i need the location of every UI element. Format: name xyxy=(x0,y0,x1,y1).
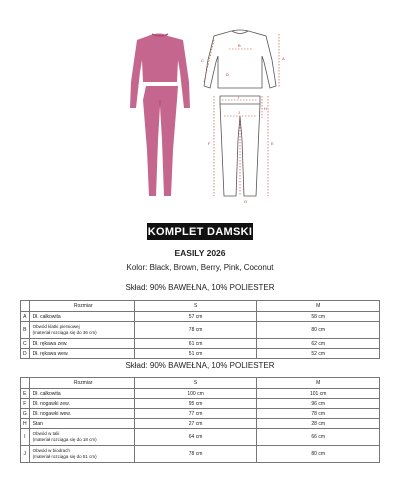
table-header-row xyxy=(21,378,380,389)
row-name-line1: Obwód w talii xyxy=(32,431,60,436)
row-s: 78 cm xyxy=(134,446,257,463)
header-empty xyxy=(21,378,30,389)
row-s: 57 cm xyxy=(134,312,257,322)
size-table-bottom xyxy=(20,377,380,463)
row-m: 66 cm xyxy=(257,429,380,446)
row-name-line2: (materiał rozciąga się do 36 cm) xyxy=(32,330,97,335)
composition-top: Skład: 90% BAWEŁNA, 10% POLIESTER xyxy=(125,283,275,292)
leggings-photo xyxy=(143,86,178,196)
label-i: I xyxy=(238,95,240,100)
row-letter: C xyxy=(21,339,30,349)
table-row xyxy=(21,399,380,409)
row-m: 101 cm xyxy=(257,389,380,399)
row-name: Dł. całkowita xyxy=(29,389,134,399)
label-a: A xyxy=(282,56,285,61)
row-letter: I xyxy=(21,429,30,446)
row-name xyxy=(29,429,134,446)
header-m: M xyxy=(257,301,380,312)
row-m: 52 cm xyxy=(257,349,380,359)
label-c: C xyxy=(201,58,204,63)
row-name: Dł. rękawa zew. xyxy=(29,339,134,349)
row-letter: E xyxy=(21,389,30,399)
header-size: Rozmiar xyxy=(29,378,134,389)
row-letter: F xyxy=(21,399,30,409)
row-name-line1: Obwód klatki piersiowej xyxy=(32,324,80,329)
row-name: Dł. całkowita xyxy=(29,312,134,322)
header-s: S xyxy=(134,378,257,389)
row-letter: D xyxy=(21,349,30,359)
row-name: Dł. rękawa wew. xyxy=(29,349,134,359)
table-row xyxy=(21,429,380,446)
page-title: KOMPLET DAMSKI xyxy=(147,223,253,240)
row-name xyxy=(29,446,134,463)
product-name: EASILY 2026 xyxy=(174,248,226,258)
table-row xyxy=(21,446,380,463)
header-m: M xyxy=(257,378,380,389)
row-name: Dł. nogawki wew. xyxy=(29,409,134,419)
row-s: 100 cm xyxy=(134,389,257,399)
row-letter: A xyxy=(21,312,30,322)
table-header-row xyxy=(21,301,380,312)
row-s: 51 cm xyxy=(134,349,257,359)
row-s: 27 cm xyxy=(134,419,257,429)
table-row xyxy=(21,312,380,322)
row-m: 78 cm xyxy=(257,409,380,419)
row-s: 78 cm xyxy=(134,322,257,339)
colors-line: Kolor: Black, Brown, Berry, Pink, Coconut xyxy=(126,263,274,272)
label-f: F xyxy=(208,141,211,146)
row-m: 28 cm xyxy=(257,419,380,429)
row-m: 80 cm xyxy=(257,322,380,339)
header-s: S xyxy=(134,301,257,312)
table-row xyxy=(21,349,380,359)
label-d: D xyxy=(226,72,229,77)
header-empty xyxy=(21,301,30,312)
row-name xyxy=(29,322,134,339)
label-g: G xyxy=(244,199,248,204)
table-row xyxy=(21,419,380,429)
row-m: 80 cm xyxy=(257,446,380,463)
row-name-line2: (materiał rozciąga się do 18 cm) xyxy=(32,437,97,442)
size-table-top xyxy=(20,300,380,359)
table-row xyxy=(21,409,380,419)
row-name: Stan xyxy=(29,419,134,429)
row-m: 96 cm xyxy=(257,399,380,409)
row-letter: G xyxy=(21,409,30,419)
row-letter: J xyxy=(21,446,30,463)
row-name-line2: (materiał rozciąga się do 51 cm) xyxy=(32,454,97,459)
row-s: 61 cm xyxy=(134,339,257,349)
product-illustration xyxy=(0,0,400,210)
row-s: 95 cm xyxy=(134,399,257,409)
label-e: E xyxy=(271,141,274,146)
label-h: H xyxy=(264,106,267,111)
composition-bottom: Skład: 90% BAWEŁNA, 10% POLIESTER xyxy=(125,361,275,370)
table-row xyxy=(21,339,380,349)
row-m: 58 cm xyxy=(257,312,380,322)
table-row xyxy=(21,389,380,399)
row-s: 64 cm xyxy=(134,429,257,446)
label-b: B xyxy=(238,43,241,48)
row-name-line1: Obwód w biodrach xyxy=(32,448,70,453)
row-letter: H xyxy=(21,419,30,429)
row-s: 77 cm xyxy=(134,409,257,419)
top-sketch xyxy=(204,30,276,88)
header-size: Rozmiar xyxy=(29,301,134,312)
label-j: J xyxy=(238,110,240,115)
row-name: Dł. nogawki zew. xyxy=(29,399,134,409)
row-m: 62 cm xyxy=(257,339,380,349)
table-row xyxy=(21,322,380,339)
row-letter: B xyxy=(21,322,30,339)
